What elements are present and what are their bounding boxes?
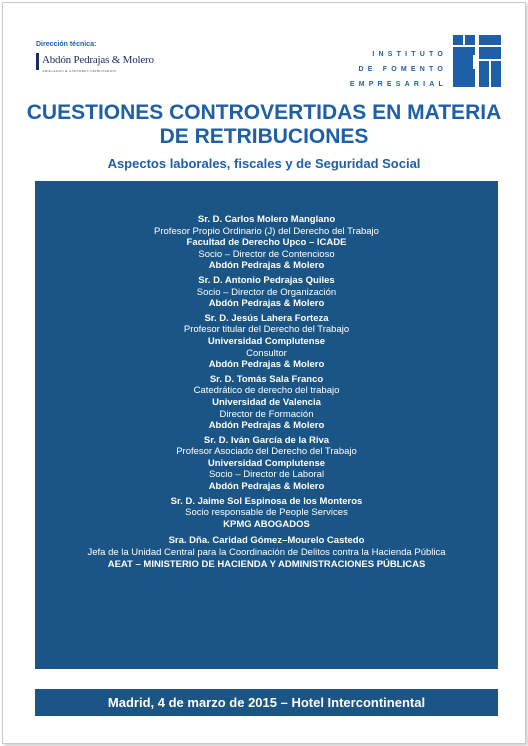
speaker-block (35, 535, 498, 570)
speaker-detail: Facultad de Derecho Upco – ICADE (186, 237, 347, 249)
speaker-block (35, 275, 498, 310)
speaker-name: Sr. D. Antonio Pedrajas Quiles (198, 274, 335, 286)
speaker-block (35, 496, 498, 531)
brochure-page (2, 2, 526, 744)
abdon-logo-subtext: ABOGADOS & ASESORES TRIBUTARIOS (42, 69, 117, 73)
ife-line-1: INSTITUTO (372, 51, 447, 58)
speaker-name: Sr. D. Iván García de la Riva (203, 434, 330, 446)
speaker-name: Sr. D. Jesús Lahera Forteza (204, 312, 329, 324)
speaker-detail: Profesor titular del Derecho del Trabajo (183, 324, 350, 336)
speaker-detail: Catedrático de derecho del trabajo (193, 385, 340, 397)
speaker-detail: Universidad Complutense (207, 457, 326, 469)
speaker-detail: Socio responsable de People Services (185, 507, 348, 519)
speaker-name: Sr. D. Carlos Molero Manglano (197, 214, 336, 225)
speaker-detail: Profesor Propio Ordinario (J) del Derecho del Trabajo (154, 225, 379, 237)
speaker-detail: Jefa de la Unidad Central para la Coordinación de Delitos contra la Hacienda Pública (87, 547, 446, 559)
ife-mark-icon (453, 35, 501, 87)
speaker-detail: Profesor Asociado del Derecho del Trabajo (176, 446, 357, 458)
speaker-detail: Universidad Complutense (207, 335, 326, 347)
abdon-pedrajas-logo (36, 53, 154, 83)
speaker-detail: Socio – Director de Organización (196, 286, 337, 298)
speaker-name: Sr. D. Jaime Sol Espinosa de los Monteros (170, 495, 363, 507)
speaker-detail: KPMG ABOGADOS (223, 518, 310, 530)
speaker-detail: Director de Formación (219, 408, 314, 420)
direction-label: Dirección técnica: (36, 41, 97, 48)
speaker-detail: Consultor (246, 347, 287, 359)
ife-logo (351, 35, 501, 91)
venue-banner: Madrid, 4 de marzo de 2015 – Hotel Intercontinental (35, 689, 498, 716)
speaker-detail: Socio – Director de Laboral (208, 469, 325, 481)
ife-line-2: DE FOMENTO (358, 66, 447, 73)
speaker-detail: Socio – Director de Contencioso (198, 248, 335, 260)
speaker-name: Sr. D. Tomás Sala Franco (209, 373, 324, 385)
speaker-detail: Abdón Pedrajas & Molero (208, 481, 325, 493)
speaker-block (35, 374, 498, 432)
speaker-block (35, 214, 498, 272)
speakers-list (35, 214, 498, 573)
speaker-detail: Universidad de Valencia (212, 396, 321, 408)
speaker-detail: AEAT – MINISTERIO DE HACIENDA Y ADMINISTRACIONES PÚBLICAS (107, 558, 426, 570)
speaker-block (35, 313, 498, 371)
speaker-name: Sra. Dña. Caridad Gómez–Mourelo Castedo (168, 535, 365, 547)
speaker-detail: Abdón Pedrajas & Molero (208, 260, 325, 272)
speaker-detail: Abdón Pedrajas & Molero (208, 420, 325, 432)
abdon-logo-text: Abdón Pedrajas & Molero (42, 54, 154, 66)
subtitle: Aspectos laborales, fiscales y de Seguridad Social (107, 156, 421, 171)
main-title: CUESTIONES CONTROVERTIDAS EN MATERIA DE RETRIBUCIONES (26, 101, 502, 148)
speaker-block (35, 435, 498, 493)
ife-line-3: EMPRESARIAL (349, 81, 447, 88)
speaker-detail: Abdón Pedrajas & Molero (208, 298, 325, 310)
speaker-detail: Abdón Pedrajas & Molero (208, 359, 325, 371)
logo-bar-icon (36, 53, 39, 70)
speakers-panel (35, 181, 498, 669)
